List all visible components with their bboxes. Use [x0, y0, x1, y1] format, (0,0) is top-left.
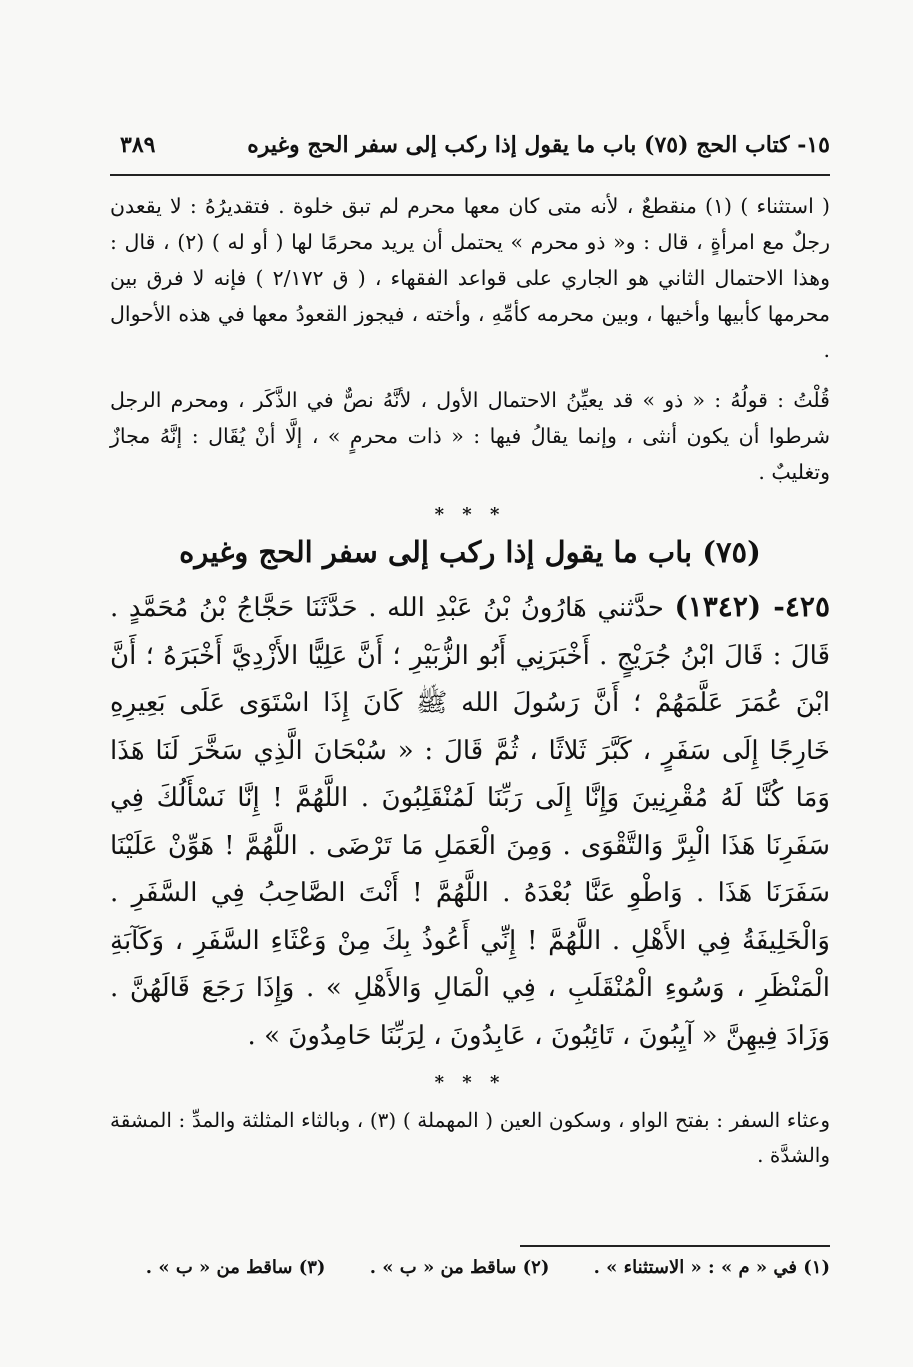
page-header [110, 120, 830, 176]
hadith-number: ٤٢٥- (١٣٤٢) [674, 590, 830, 623]
page-number: ٣٨٩ [120, 132, 156, 158]
section-separator: * * * [434, 504, 506, 525]
hadith-text [110, 583, 830, 1060]
chapter-title: (٧٥) باب ما يقول إذا ركب إلى سفر الحج وغيره [179, 535, 761, 569]
commentary-paragraph: ( استثناء ) (١) منقطعٌ ، لأنه متى كان معها محرم لم تبق خلوة . فتقديرُهُ : لا يقعدن رجلٌ مع امرأةٍ ، قال : و« ذو محرم » يحتمل أن يريد محرمًا لها ( أو له ) (٢) ، قال : وهذا الاحتمال الثاني هو الجاري على قواعد الفقهاء ، ( ق ٢/١٧٢ ) فإنه لا فرق بين محرمها كأبيها وأخيها ، وبين محرمه كأمِّهِ ، وأخته ، فيجوز القعودُ معها في هذه الأحوال . [110, 194, 831, 362]
footnote: (١) في « م » : « الاستثناء » . [593, 1257, 830, 1278]
book-page [110, 120, 830, 1300]
commentary-block [110, 188, 830, 490]
running-title: ١٥- كتاب الحج (٧٥) باب ما يقول إذا ركب إلى سفر الحج وغيره [247, 132, 830, 158]
footnote: (٢) ساقط من « ب » . [369, 1257, 550, 1278]
commentary-paragraph: قُلْتُ : قولُهُ : « ذو » قد يعيِّنُ الاحتمال الأول ، لأنَّهُ نصٌّ في الذَّكَر ، ومحرم الرجل شرطوا أن يكون أنثى ، وإنما يقالُ فيها : « ذات محرمٍ » ، إلَّا أنْ يُقَال : إنَّهُ مجازٌ وتغليبٌ . [110, 388, 830, 484]
footnote-divider [520, 1245, 830, 1247]
footnotes [110, 1257, 830, 1278]
hadith-body: حدَّثني هَارُونُ بْنُ عَبْدِ الله . حَدَّثَنَا حَجَّاجُ بْنُ مُحَمَّدٍ . قَالَ : قَالَ ابْنُ جُرَيْجٍ . أَخْبَرَنِي أَبُو الزُّبَيْرِ ؛ أَنَّ عَلِيًّا الأَزْدِيَّ أَخْبَرَهُ ؛ أَنَّ ابْنَ عُمَرَ عَلَّمَهُمْ ؛ أَنَّ رَسُولَ الله ﷺ كَانَ إِذَا اسْتَوَى عَلَى بَعِيرِهِ خَارِجًا إِلَى سَفَرٍ ، كَبَّرَ ثَلاثًا ، ثُمَّ قَالَ : « سُبْحَانَ الَّذِي سَخَّرَ لَنَا هَذَا وَمَا كُنَّا لَهُ مُقْرِنِينَ وَإِنَّا إِلَى رَبِّنَا لَمُنْقَلِبُونَ . اللَّهُمَّ ! إِنَّا نَسْأَلُكَ فِي سَفَرِنَا هَذَا الْبِرَّ وَالتَّقْوَى . وَمِنَ الْعَمَلِ مَا تَرْضَى . اللَّهُمَّ ! هَوِّنْ عَلَيْنَا سَفَرَنَا هَذَا . وَاطْوِ عَنَّا بُعْدَهُ . اللَّهُمَّ ! أَنْتَ الصَّاحِبُ فِي السَّفَرِ . وَالْخَلِيفَةُ فِي الأَهْلِ . اللَّهُمَّ ! إِنِّي أَعُوذُ بِكَ مِنْ وَعْثَاءِ السَّفَرِ ، وَكَآبَةِ الْمَنْظَرِ ، وَسُوءِ الْمُنْقَلَبِ ، فِي الْمَالِ وَالأَهْلِ » . وَإِذَا رَجَعَ قَالَهُنَّ . وَزَادَ فِيهِنَّ « آيِبُونَ ، تَائِبُونَ ، عَابِدُونَ ، لِرَبِّنَا حَامِدُونَ » . [110, 593, 830, 1051]
section-separator: * * * [434, 1072, 506, 1093]
explanation-paragraph: وعثاء السفر : بفتح الواو ، وسكون العين ( المهملة ) (٣) ، وبالثاء المثلثة والمدِّ : المشقة والشدَّة . [110, 1108, 830, 1167]
footnote: (٣) ساقط من « ب » . [145, 1257, 326, 1278]
